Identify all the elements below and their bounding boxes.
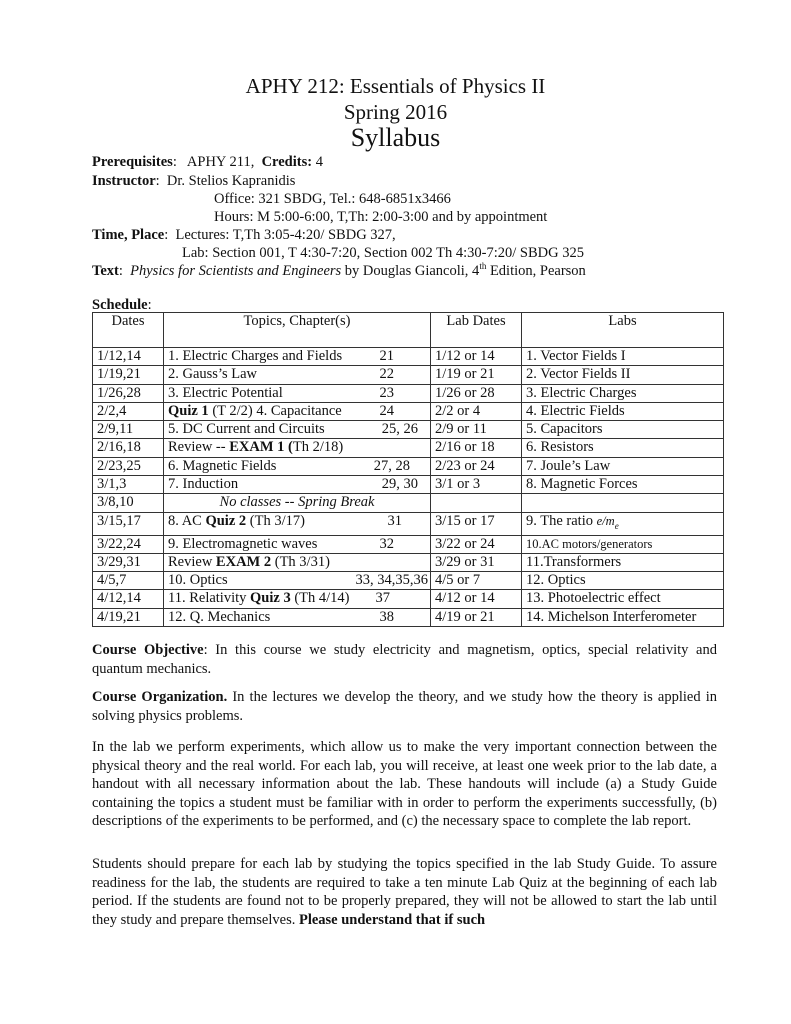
table-row xyxy=(93,366,724,384)
date-cell: 4/19,21 xyxy=(93,608,164,626)
topic-text: 1. Electric Charges and Fields xyxy=(168,348,343,364)
header-labs: Labs xyxy=(522,313,724,348)
objective-label: Course Objective xyxy=(92,642,204,658)
prerequisites-line: Prerequisites: APHY 211, Credits: 4 xyxy=(92,154,323,170)
table-row xyxy=(93,476,724,494)
topic-cell xyxy=(164,512,431,535)
ratio-slash: / xyxy=(602,513,606,528)
credits-label: Credits: xyxy=(261,154,313,170)
lab-date-cell: 4/19 or 21 xyxy=(431,608,522,626)
lab-cell xyxy=(522,494,724,512)
instructor-line: Instructor: Dr. Stelios Kapranidis xyxy=(92,173,296,189)
date-cell: 3/8,10 xyxy=(93,494,164,512)
date-cell: 3/29,31 xyxy=(93,553,164,571)
table-row xyxy=(93,402,724,420)
topic-text: 9. Electromagnetic waves xyxy=(168,535,318,552)
topic-text: Review xyxy=(168,553,216,570)
topic-text-post: (Th 3/17) xyxy=(246,512,305,529)
date-cell: 3/1,3 xyxy=(93,476,164,494)
course-objective-paragraph xyxy=(92,641,717,678)
chapter-text: 29, 30 xyxy=(381,476,418,493)
topic-text: 8. AC xyxy=(168,512,206,529)
topic-cell xyxy=(164,476,431,494)
topic-cell xyxy=(164,608,431,626)
topic-text: 12. Q. Mechanics xyxy=(168,608,271,625)
lab-cell: 4. Electric Fields xyxy=(522,402,724,420)
organization-text: In the lectures we develop the theory, and we study how the theory is applied in solving physics problems. xyxy=(92,689,717,724)
textbook-title: Physics for Scientists and Engineers xyxy=(130,263,342,279)
lab-date-cell: 2/16 or 18 xyxy=(431,439,522,457)
lab-cell: 12. Optics xyxy=(522,572,724,590)
exam-label: EXAM 2 xyxy=(215,553,272,570)
text-label: Text xyxy=(92,263,119,279)
lab-date-cell: 3/29 or 31 xyxy=(431,553,522,571)
topic-text: Review -- xyxy=(168,439,230,456)
chapter-text: 33, 34,35,36 xyxy=(355,572,428,589)
lab-cell xyxy=(522,512,724,535)
date-cell: 2/16,18 xyxy=(93,439,164,457)
lab-date-cell: 2/2 or 4 xyxy=(431,402,522,420)
date-cell: 2/23,25 xyxy=(93,457,164,475)
topic-cell xyxy=(164,439,431,457)
edition-sup: th xyxy=(479,261,487,272)
table-row xyxy=(93,384,724,402)
topic-text: 2. Gauss’s Law xyxy=(168,366,258,383)
schedule-heading: Schedule: xyxy=(92,297,152,313)
chapter-text: 24 xyxy=(379,402,394,419)
textbook-edition: Edition, Pearson xyxy=(486,263,586,279)
lab-cell: 6. Resistors xyxy=(522,439,724,457)
preparation-text: Students should prepare for each lab by studying the topics specified in the lab Study Guide. To assure readiness for the lab, the students are required to take a ten minute Lab Quiz at the beginning of each lab period. If the students are found not to be properly prepared, they will not be allowed to start the lab until they study and prepare themselves. xyxy=(92,856,717,928)
preparation-paragraph xyxy=(92,855,717,929)
chapter-text: 21 xyxy=(379,348,394,364)
table-row xyxy=(93,512,724,535)
table-row xyxy=(93,572,724,590)
text-line: Text: Physics for Scientists and Engineers by Douglas Giancoli, 4th Edition, Pearson xyxy=(92,261,586,279)
chapter-text: 22 xyxy=(379,366,394,383)
lab-date-cell: 4/5 or 7 xyxy=(431,572,522,590)
prereq-label: Prerequisites xyxy=(92,154,173,170)
lab-cell: 11.Transformers xyxy=(522,553,724,571)
topic-cell xyxy=(164,384,431,402)
course-organization-paragraph xyxy=(92,688,717,725)
topic-text: 5. DC Current and Circuits xyxy=(168,421,325,438)
topic-text-post: (Th 3/31) xyxy=(271,553,330,570)
time-place-line: Time, Place: Lectures: T,Th 3:05-4:20/ SBDG 327, xyxy=(92,227,396,243)
chapter-text: 25, 26 xyxy=(381,421,418,438)
ratio-e: e xyxy=(596,513,603,528)
lab-date-cell: 1/19 or 21 xyxy=(431,366,522,384)
preparation-bold: Please understand that if such xyxy=(298,911,486,928)
date-cell: 1/26,28 xyxy=(93,384,164,402)
chapter-text: 23 xyxy=(379,384,394,401)
lab-cell: 1. Vector Fields I xyxy=(522,348,724,366)
table-row xyxy=(93,590,724,608)
date-cell: 3/15,17 xyxy=(93,512,164,535)
chapter-text: 31 xyxy=(387,512,402,529)
date-cell: 4/12,14 xyxy=(93,590,164,608)
schedule-table xyxy=(92,312,724,627)
ratio-sub: e xyxy=(614,520,619,531)
term: Spring 2016 xyxy=(343,100,448,124)
topic-text: 6. Magnetic Fields xyxy=(168,457,277,474)
lab-cell: 13. Photoelectric effect xyxy=(522,590,724,608)
date-cell: 4/5,7 xyxy=(93,572,164,590)
topic-text-post: (Th 4/14) xyxy=(290,590,350,607)
topic-cell xyxy=(164,402,431,420)
table-header-row xyxy=(93,313,724,348)
lab-cell: 3. Electric Charges xyxy=(522,384,724,402)
topic-cell xyxy=(164,590,431,608)
lab-date-cell: 2/9 or 11 xyxy=(431,421,522,439)
lab-date-cell: 3/22 or 24 xyxy=(431,535,522,553)
table-row xyxy=(93,608,724,626)
lab-cell: 8. Magnetic Forces xyxy=(522,476,724,494)
time-label: Time, Place xyxy=(92,227,165,243)
textbook-author: by Douglas Giancoli, 4 xyxy=(341,263,480,279)
topic-text: 7. Induction xyxy=(168,476,239,493)
chapter-text: 38 xyxy=(379,608,394,625)
organization-label: Course Organization. xyxy=(92,689,228,705)
lab-cell: 10.AC motors/generators xyxy=(522,535,724,553)
hours-line: Hours: M 5:00-6:00, T,Th: 2:00-3:00 and by appointment xyxy=(214,209,548,225)
doc-title: Syllabus xyxy=(350,123,441,152)
exam-label: EXAM 1 ( xyxy=(229,439,293,456)
topic-text: 11. Relativity xyxy=(168,590,251,607)
course-title: APHY 212: Essentials of Physics II xyxy=(245,74,546,98)
table-row xyxy=(93,421,724,439)
table-row xyxy=(93,457,724,475)
topic-cell xyxy=(164,535,431,553)
chapter-text: 37 xyxy=(375,590,390,607)
chapter-text: 27, 28 xyxy=(373,457,410,474)
table-row xyxy=(93,439,724,457)
header-topics: Topics, Chapter(s) xyxy=(164,313,431,348)
table-row xyxy=(93,553,724,571)
lab-date-cell: 1/12 or 14 xyxy=(431,348,522,366)
instructor-value: Dr. Stelios Kapranidis xyxy=(166,173,296,189)
table-row xyxy=(93,535,724,553)
objective-text: : In this course we study electricity and magnetism, optics, special relativity and quantum mechanics. xyxy=(92,642,717,677)
topic-cell xyxy=(164,348,431,366)
lab-date-cell: 4/12 or 14 xyxy=(431,590,522,608)
instructor-label: Instructor xyxy=(92,173,156,189)
date-cell: 1/19,21 xyxy=(93,366,164,384)
lab-line: Lab: Section 001, T 4:30-7:20, Section 002 Th 4:30-7:20/ SBDG 325 xyxy=(182,245,584,261)
lab-cell: 14. Michelson Interferometer xyxy=(522,608,724,626)
lab-cell: 2. Vector Fields II xyxy=(522,366,724,384)
date-cell: 3/22,24 xyxy=(93,535,164,553)
table-row xyxy=(93,348,724,366)
lab-cell: 7. Joule’s Law xyxy=(522,457,724,475)
date-cell: 2/9,11 xyxy=(93,421,164,439)
topic-cell xyxy=(164,366,431,384)
topic-cell xyxy=(164,553,431,571)
topic-text: 10. Optics xyxy=(168,572,228,589)
ratio-m: m xyxy=(605,513,615,528)
chapter-text: 32 xyxy=(379,535,394,552)
topic-text: (T 2/2) 4. Capacitance xyxy=(208,402,342,419)
lab-date-cell: 3/1 or 3 xyxy=(431,476,522,494)
date-cell: 2/2,4 xyxy=(93,402,164,420)
topic-text-post: Th 2/18) xyxy=(292,439,344,456)
header-dates: Dates xyxy=(93,313,164,348)
office-line: Office: 321 SBDG, Tel.: 648-6851x3466 xyxy=(214,191,451,207)
quiz-label: Quiz 3 xyxy=(250,590,291,607)
lab-cell: 5. Capacitors xyxy=(522,421,724,439)
header-lab-dates: Lab Dates xyxy=(431,313,522,348)
time-value: Lectures: T,Th 3:05-4:20/ SBDG 327, xyxy=(175,227,396,243)
topic-cell xyxy=(164,457,431,475)
quiz-label: Quiz 1 xyxy=(168,402,209,419)
quiz-label: Quiz 2 xyxy=(205,512,247,529)
date-cell: 1/12,14 xyxy=(93,348,164,366)
prereq-value: APHY 211, xyxy=(186,154,255,170)
lab-date-cell: 2/23 or 24 xyxy=(431,457,522,475)
topic-cell xyxy=(164,572,431,590)
topic-text: 3. Electric Potential xyxy=(168,384,283,401)
table-row xyxy=(93,494,724,512)
schedule-label: Schedule xyxy=(92,297,148,313)
lab-date-cell: 3/15 or 17 xyxy=(431,512,522,535)
credits-value: 4 xyxy=(315,154,323,170)
lab-date-cell: 1/26 or 28 xyxy=(431,384,522,402)
topic-cell xyxy=(164,421,431,439)
lab-text: 9. The ratio xyxy=(526,512,597,529)
topic-cell xyxy=(164,494,431,512)
lab-paragraph: In the lab we perform experiments, which allow us to make the very important connection between the physical theory and the real world. For each lab, you will receive, at least one week prior to the lab date, a handout with all necessary information about the lab. These handouts will include (a) a Study Guide containing the topics a student must be familiar with in order to perform the experiments successfully, (b) descriptions of the experiments to be performed, and (c) the necessary space to complete the lab report. xyxy=(92,739,717,830)
break-note: No classes -- Spring Break xyxy=(219,494,375,511)
lab-date-cell xyxy=(431,494,522,512)
